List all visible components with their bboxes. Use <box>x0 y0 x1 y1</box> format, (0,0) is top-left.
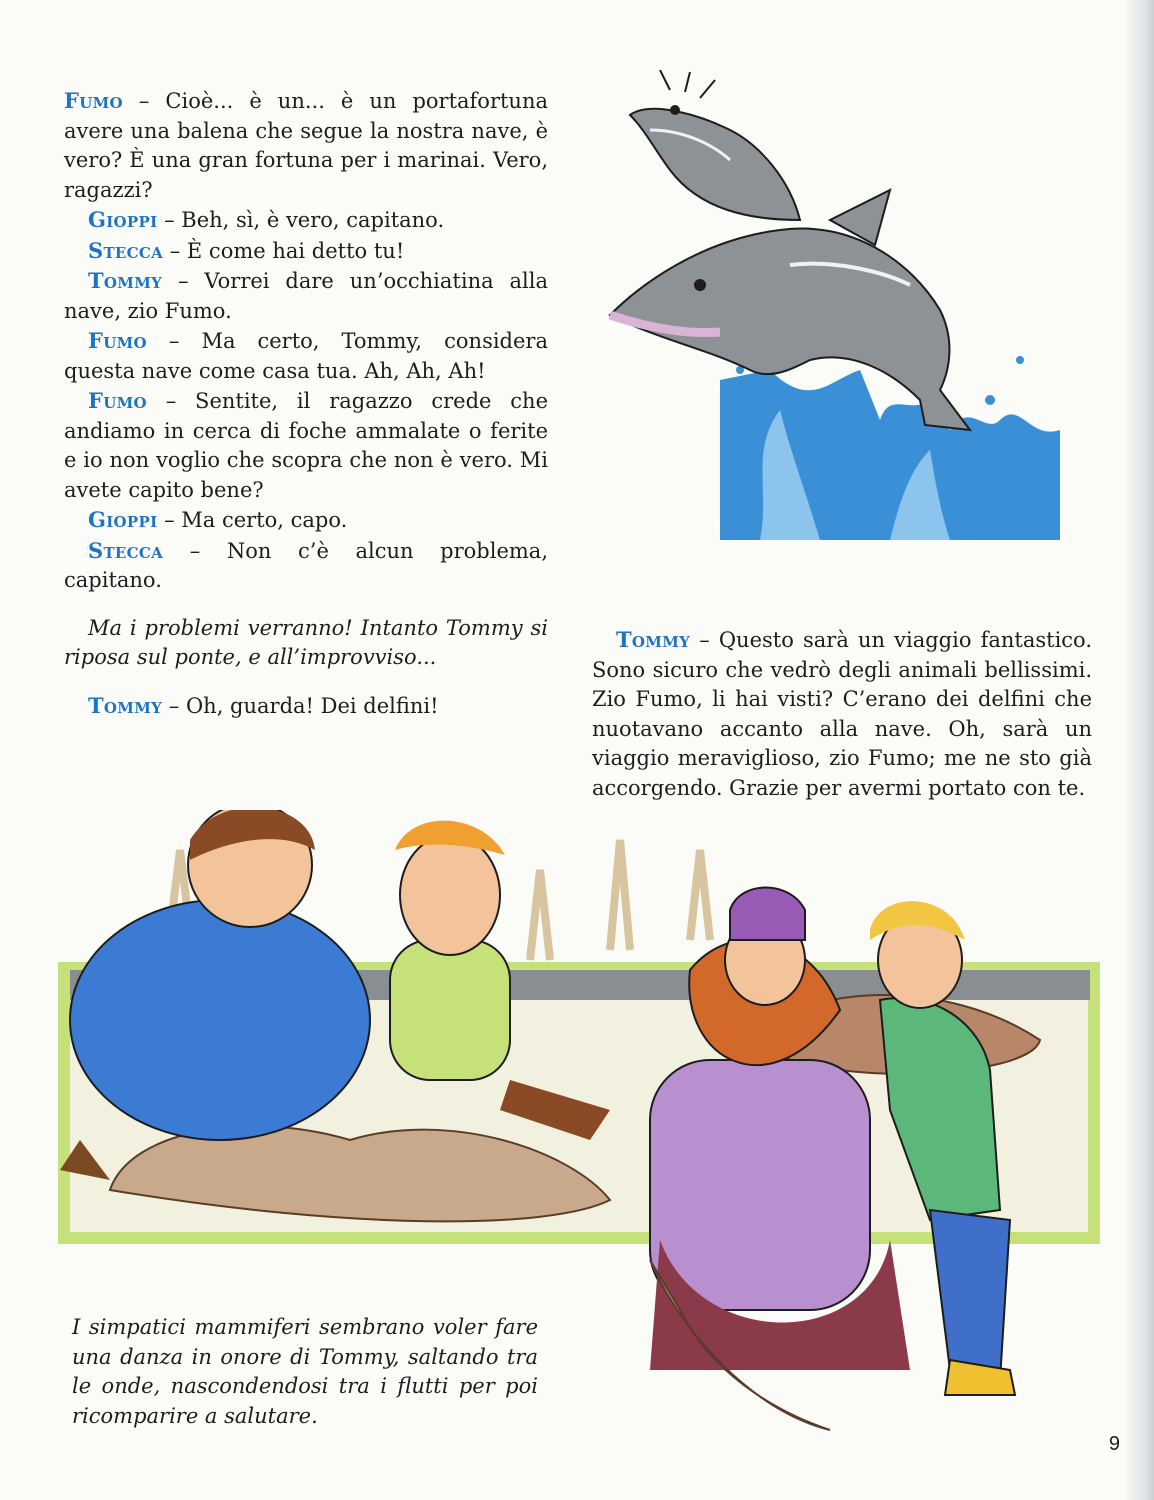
dolphins-illustration <box>590 70 1090 550</box>
dialogue-line <box>64 505 548 536</box>
speaker-label: Tommy <box>88 268 163 293</box>
speaker-label: Gioppi <box>88 507 158 532</box>
speaker-label: Stecca <box>88 237 164 263</box>
dolphin-back <box>630 109 800 220</box>
dialogue-line <box>64 691 548 722</box>
sailor-stecca <box>390 940 510 1080</box>
speaker-label: Stecca <box>88 537 164 563</box>
dialogue-text: – Ma certo, capo. <box>157 508 348 532</box>
speaker-label: Fumo <box>88 388 147 413</box>
dialogue-line <box>64 86 548 205</box>
narration: Ma i problemi verranno! Intanto Tommy si riposa sul ponte, e all’improvviso... <box>64 615 548 669</box>
speaker-label: Fumo <box>88 328 147 353</box>
dialogue-column <box>64 86 548 721</box>
dialogue-text: – Ma certo, Tommy, considera questa nave come casa tua. Ah, Ah, Ah! <box>64 329 548 383</box>
dialogue-line <box>64 266 548 326</box>
dialogue-line <box>592 625 1092 803</box>
dialogue-line <box>64 536 548 596</box>
speaker-label: Gioppi <box>88 207 158 232</box>
tommy-speech <box>592 604 1092 824</box>
page-number: 9 <box>1108 1433 1120 1455</box>
dialogue-line <box>64 326 548 386</box>
dialogue-text: – Cioè... è un... è un portafortuna avere una balena che segue la nostra nave, è vero? È una gran fortuna per i marinai. Vero, ragazzi? <box>64 89 548 202</box>
sailor-gioppi <box>70 900 370 1140</box>
speaker-label: Fumo <box>64 88 123 113</box>
dialogue-line <box>64 205 548 236</box>
dialogue-text: – È come hai detto tu! <box>163 238 405 263</box>
dialogue-text: – Beh, sì, è vero, capitano. <box>157 208 445 232</box>
dialogue-text: – Vorrei dare un’occhiatina alla nave, zio Fumo. <box>64 269 548 323</box>
page-edge <box>1126 0 1154 1500</box>
caption: I simpatici mammiferi sembrano voler fare una danza in onore di Tommy, saltando tra le onde, nascondendosi tra i flutti per poi ricomparire a salutare. <box>72 1315 538 1428</box>
captain-fumo <box>650 1060 870 1310</box>
dialogue-line <box>64 386 548 505</box>
dialogue-line <box>64 236 548 267</box>
speaker-label: Tommy <box>88 692 163 718</box>
speaker-label: Tommy <box>616 627 691 652</box>
dialogue-text: – Oh, guarda! Dei delfini! <box>162 693 439 718</box>
dialogue-text: – Sentite, il ragazzo crede che andiamo in cerca di foche ammalate o ferite e io non voglio che scopra che non è vero. Mi avete capito bene? <box>64 389 548 502</box>
dialogue-text: – Non c’è alcun problema, capitano. <box>64 538 548 592</box>
dialogue-text: – Questo sarà un viaggio fantastico. Sono sicuro che vedrò degli animali bellissimi. Zio Fumo, li hai visti? C’erano dei delfini che nuotavano accanto alla nave. Oh, sarà un viaggio meraviglioso, zio Fumo; me ne sto già accorgendo. Grazie per avermi portato con te. <box>592 628 1092 800</box>
